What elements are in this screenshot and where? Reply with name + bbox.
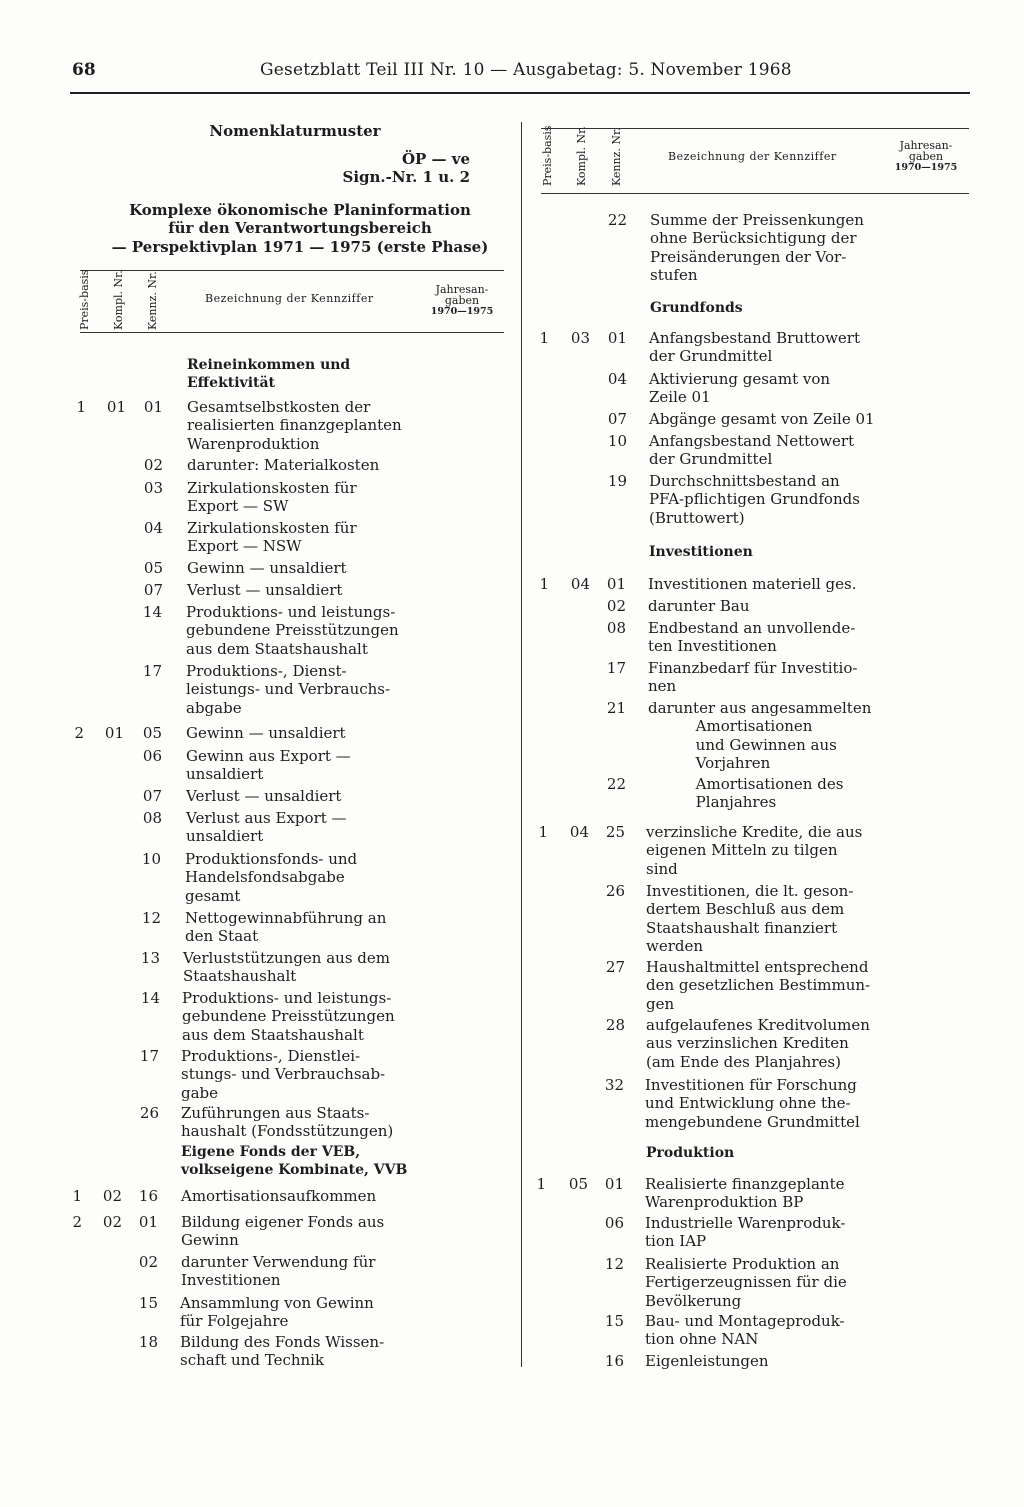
text-line: unsaldiert [186,827,264,846]
right-table-header-rule [541,193,969,194]
left-col-head-kennz: Kennz. Nr. [146,271,159,330]
text-line: Investitionen, die lt. geson- [646,882,854,900]
bezeichnung-cell [645,1076,860,1131]
preisbasis-cell: 1 [72,1187,82,1205]
text-line: gesamt [185,886,241,905]
kennz-cell: 02 [606,597,626,615]
right-col-head-preisbasis: Preis-basis [541,125,554,186]
text-line: gebundene Preisstützungen [186,621,399,640]
text-line: sind [646,859,678,878]
right-col-head-bezeichnung: Bezeichnung der Kennziffer [668,150,837,163]
text-line: Zuführungen aus Staats- [181,1104,370,1122]
left-col-head-kompl: Kompl. Nr. [112,270,125,330]
text-line: ten Investitionen [648,637,777,656]
text-line: werden [646,936,704,955]
text-line: Endbestand an unvollende- [648,619,856,637]
kennz-cell: 06 [604,1214,624,1232]
left-table-top-rule [80,270,504,271]
kennz-cell: 02 [143,456,163,474]
kennz-cell: 05 [143,559,163,577]
preisbasis-cell: 1 [536,1175,546,1193]
bezeichnung-cell [187,519,357,556]
text-line: aufgelaufenes Kreditvolumen [646,1016,870,1034]
text-line: darunter Bau [648,597,750,615]
text-line: Export — SW [187,497,289,516]
bezeichnung-cell [648,775,843,812]
text-line: Realisierte finanzgeplante [645,1175,845,1193]
text-line: Summe der Preissenkungen [650,211,864,229]
text-line: Gewinn — unsaldiert [186,724,346,742]
preisbasis-cell: 1 [538,823,548,841]
text-line: Abgänge gesamt von Zeile 01 [649,410,875,428]
text-line: Produktions-, Dienstlei- [181,1047,361,1065]
bezeichnung-cell [646,1016,870,1071]
text-line: aus dem Staatshaushalt [182,1025,364,1044]
kennz-cell: 16 [604,1352,624,1370]
text-line: Amortisationen [648,717,813,736]
text-line: für Folgejahre [180,1312,289,1331]
bezeichnung-cell [180,1333,384,1370]
text-line: darunter aus angesammelten [648,699,872,717]
column-separator [521,122,522,1367]
text-line: mengebundene Grundmittel [645,1112,860,1131]
text-line: eigenen Mitteln zu tilgen [646,841,838,860]
text-line: Bildung des Fonds Wissen- [180,1333,385,1351]
section-heading [646,1144,734,1162]
text-line: Bevölkerung [645,1291,742,1310]
text-line: Anfangsbestand Bruttowert [649,329,860,347]
left-col-head-preisbasis: Preis-basis [78,269,91,330]
text-line: gebundene Preisstützungen [182,1007,395,1026]
bezeichnung-cell [645,1214,845,1251]
bezeichnung-cell [181,1213,384,1250]
kennz-cell: 26 [605,882,625,900]
text-line: Bau- und Montageproduk- [645,1312,845,1330]
kennz-cell: 08 [606,619,626,637]
bezeichnung-cell [648,597,750,615]
text-line: Gesamtselbstkosten der [187,398,371,416]
left-col-head-bezeichnung: Bezeichnung der Kennziffer [205,292,374,305]
kennz-cell: 16 [138,1187,158,1205]
kennz-cell: 15 [604,1312,624,1330]
kennz-cell: 12 [141,909,161,927]
bezeichnung-cell [181,1253,375,1290]
kennz-cell: 03 [143,479,163,497]
bezeichnung-cell [646,882,853,955]
text-line: Verluststützungen aus dem [183,949,391,967]
kennz-cell: 18 [138,1333,158,1351]
kennz-cell: 25 [605,823,625,841]
text-line: Handelsfondsabgabe [185,868,345,887]
bezeichnung-cell [187,398,402,453]
text-line: Warenproduktion BP [645,1193,804,1212]
text-line: und Entwicklung ohne the- [645,1094,851,1113]
text-line: Produktionsfonds- und [185,850,358,868]
bezeichnung-cell [183,949,390,986]
text-line: realisierten finanzgeplanten [187,416,402,435]
text-line: Verlust — unsaldiert [187,581,343,599]
bezeichnung-cell [186,809,347,846]
text-line: unsaldiert [186,765,264,784]
bezeichnung-cell [649,370,830,407]
text-line: stufen [650,265,698,284]
text-line: (am Ende des Planjahres) [646,1052,841,1071]
text-line: darunter Verwendung für [181,1253,376,1271]
kennz-cell: 15 [138,1294,158,1312]
text-line: den gesetzlichen Bestimmun- [646,976,871,995]
right-col-head-jahresangaben [884,140,968,173]
text-line: Zirkulationskosten für [187,479,357,497]
text-line: Zeile 01 [649,388,711,407]
text-line: nen [648,677,677,696]
kennz-cell: 10 [607,432,627,450]
text-line: Produktions- und leistungs- [186,603,396,621]
jahres-line-2: gaben [908,150,944,163]
text-line: schaft und Technik [180,1351,325,1370]
kompl-cell: 05 [568,1175,588,1193]
text-line: PFA-pflichtigen Grundfonds [649,490,860,509]
bezeichnung-cell [181,1187,376,1205]
text-line: Amortisationsaufkommen [181,1187,377,1205]
kennz-cell: 28 [605,1016,625,1034]
kompl-cell: 01 [106,398,126,416]
right-col-head-kennz: Kennz. Nr. [610,127,623,186]
kennz-cell: 32 [604,1076,624,1094]
text-line: abgabe [186,698,242,717]
text-line: tion ohne NAN [645,1330,759,1349]
text-line: Produktions- und leistungs- [182,989,392,1007]
text-line: Industrielle Warenproduk- [645,1214,846,1232]
text-line: der Grundmittel [649,347,773,366]
bezeichnung-cell [648,575,857,593]
text-line: Realisierte Produktion an [645,1255,840,1273]
text-line: gabe [181,1083,219,1102]
text-line: ohne Berücksichtigung der [650,229,857,248]
kennz-cell: 01 [143,398,163,416]
section-heading [187,356,350,392]
text-line: Staatshaushalt [183,967,297,986]
bezeichnung-cell [187,559,347,577]
doc-title-line-1: Komplexe ökonomische Planinformation [129,201,471,219]
doc-heading: Nomenklaturmuster [209,122,381,140]
kompl-cell: 02 [102,1187,122,1205]
kennz-cell: 04 [143,519,163,537]
kennz-cell: 22 [606,775,626,793]
kennz-cell: 26 [139,1104,159,1122]
section-heading [650,299,743,317]
section-line: Eigene Fonds der VEB, [181,1144,361,1160]
kompl-cell: 02 [102,1213,122,1231]
preisbasis-cell: 1 [76,398,86,416]
section-heading [649,543,753,561]
bezeichnung-cell [181,1104,393,1141]
text-line: Vorjahren [648,753,771,772]
bezeichnung-cell [646,958,870,1013]
text-line: Gewinn [181,1231,239,1250]
kennz-cell: 14 [142,603,162,621]
bezeichnung-cell [187,581,342,599]
text-line: Anfangsbestand Nettowert [649,432,855,450]
bezeichnung-cell [645,1312,845,1349]
text-line: Aktivierung gesamt von [649,370,831,388]
text-line: Haushaltmittel entsprechend [646,958,869,976]
text-line: verzinsliche Kredite, die aus [646,823,863,841]
kennz-cell: 08 [142,809,162,827]
bezeichnung-cell [185,850,357,905]
text-line: Finanzbedarf für Investitio- [648,659,858,677]
doc-title-line-2: für den Verantwortungsbereich [168,219,432,237]
kennz-cell: 12 [604,1255,624,1273]
section-line: Grundfonds [650,300,743,316]
bezeichnung-cell [181,1047,385,1102]
bezeichnung-cell [645,1352,769,1370]
bezeichnung-cell [187,479,357,516]
text-line: leistungs- und Verbrauchs- [186,680,391,699]
bezeichnung-cell [186,603,399,658]
right-col-head-kompl: Kompl. Nr. [575,126,588,186]
bezeichnung-cell [187,456,379,474]
kennz-cell: 17 [139,1047,159,1065]
section-line: Investitionen [649,544,753,560]
kennz-cell: 01 [604,1175,624,1193]
kennz-cell: 14 [140,989,160,1007]
text-line: darunter: Materialkosten [187,456,380,474]
kennz-cell: 01 [606,575,626,593]
kennz-cell: 13 [140,949,160,967]
jahres-years: 1970—1975 [894,162,958,173]
bezeichnung-cell [645,1255,847,1310]
left-col-head-jahresangaben [420,284,504,317]
text-line: und Gewinnen aus [648,735,837,754]
kompl-cell: 03 [570,329,590,347]
jahres-line-2: gaben [444,294,480,307]
text-line: Zirkulationskosten für [187,519,357,537]
preisbasis-cell: 2 [74,724,84,742]
bezeichnung-cell [650,211,864,284]
bezeichnung-cell [185,909,386,946]
kompl-cell: 04 [569,823,589,841]
kennz-cell: 04 [607,370,627,388]
bezeichnung-cell [186,662,390,717]
kennz-cell: 06 [142,747,162,765]
text-line: tion IAP [645,1232,707,1251]
kennz-cell: 17 [142,662,162,680]
text-line: Gewinn aus Export — [186,747,351,765]
text-line: stungs- und Verbrauchsab- [181,1065,386,1084]
doc-signature: Sign.-Nr. 1 u. 2 [342,168,470,186]
text-line: Preisänderungen der Vor- [650,247,847,266]
kennz-cell: 01 [138,1213,158,1231]
right-table-top-rule [541,128,969,129]
jahres-line-1: Jahresan- [899,139,953,152]
text-line: Investitionen [181,1271,281,1290]
section-line: Effektivität [187,375,276,391]
kennz-cell: 19 [607,472,627,490]
bezeichnung-cell [186,747,351,784]
text-line: Verlust aus Export — [186,809,347,827]
bezeichnung-cell [180,1294,374,1331]
bezeichnung-cell [182,989,395,1044]
bezeichnung-cell [646,823,862,878]
kennz-cell: 27 [605,958,625,976]
text-line: Eigenleistungen [645,1352,769,1370]
bezeichnung-cell [649,410,875,428]
text-line: Verlust — unsaldiert [186,787,342,805]
text-line: Amortisationen des [648,775,844,793]
gazette-header: Gesetzblatt Teil III Nr. 10 — Ausgabetag: 5. November 1968 [260,60,792,80]
text-line: Produktions-, Dienst- [186,662,347,680]
doc-title-line-3: — Perspektivplan 1971 — 1975 (erste Phase) [111,238,489,256]
kennz-cell: 10 [141,850,161,868]
kennz-cell: 07 [607,410,627,428]
text-line: Investitionen für Forschung [645,1076,857,1094]
kennz-cell: 17 [606,659,626,677]
text-line: der Grundmittel [649,450,773,469]
text-line: Gewinn — unsaldiert [187,559,347,577]
text-line: den Staat [185,927,259,946]
kennz-cell: 21 [606,699,626,717]
section-line: Produktion [646,1145,735,1161]
kennz-cell: 22 [607,211,627,229]
kennz-cell: 05 [142,724,162,742]
doc-code: ÖP — ve [401,150,470,168]
text-line: Investitionen materiell ges. [648,575,857,593]
text-line: (Bruttowert) [649,508,745,527]
preisbasis-cell: 1 [539,329,549,347]
bezeichnung-cell [648,699,871,772]
section-heading [181,1143,407,1179]
text-line: Nettogewinnabführung an [185,909,387,927]
text-line: Fertigerzeugnissen für die [645,1273,847,1292]
text-line: gen [646,994,675,1013]
bezeichnung-cell [649,472,860,527]
page-number: 68 [72,60,96,80]
kennz-cell: 07 [143,581,163,599]
bezeichnung-cell [645,1175,844,1212]
jahres-years: 1970—1975 [430,306,494,317]
preisbasis-cell: 2 [72,1213,82,1231]
section-line: Reineinkommen und [187,357,351,373]
bezeichnung-cell [186,724,346,742]
left-table-header-rule [80,332,504,333]
bezeichnung-cell [648,619,855,656]
preisbasis-cell: 1 [539,575,549,593]
bezeichnung-cell [186,787,341,805]
kompl-cell: 01 [104,724,124,742]
text-line: Ansammlung von Gewinn [180,1294,374,1312]
kennz-cell: 07 [142,787,162,805]
text-line: Durchschnittsbestand an [649,472,840,490]
kompl-cell: 04 [570,575,590,593]
bezeichnung-cell [649,432,854,469]
bezeichnung-cell [649,329,860,366]
text-line: haushalt (Fondsstützungen) [181,1122,394,1141]
header-rule [70,92,970,94]
text-line: Planjahres [648,793,777,812]
text-line: dertem Beschluß aus dem [646,900,845,919]
section-line: volkseigene Kombinate, VVB [181,1162,408,1178]
text-line: aus dem Staatshaushalt [186,639,368,658]
text-line: Export — NSW [187,537,302,556]
text-line: Warenproduktion [187,434,320,453]
text-line: aus verzinslichen Krediten [646,1034,849,1053]
jahres-line-1: Jahresan- [435,283,489,296]
text-line: Bildung eigener Fonds aus [181,1213,385,1231]
text-line: Staatshaushalt finanziert [646,918,838,937]
kennz-cell: 02 [138,1253,158,1271]
kennz-cell: 01 [607,329,627,347]
bezeichnung-cell [648,659,857,696]
